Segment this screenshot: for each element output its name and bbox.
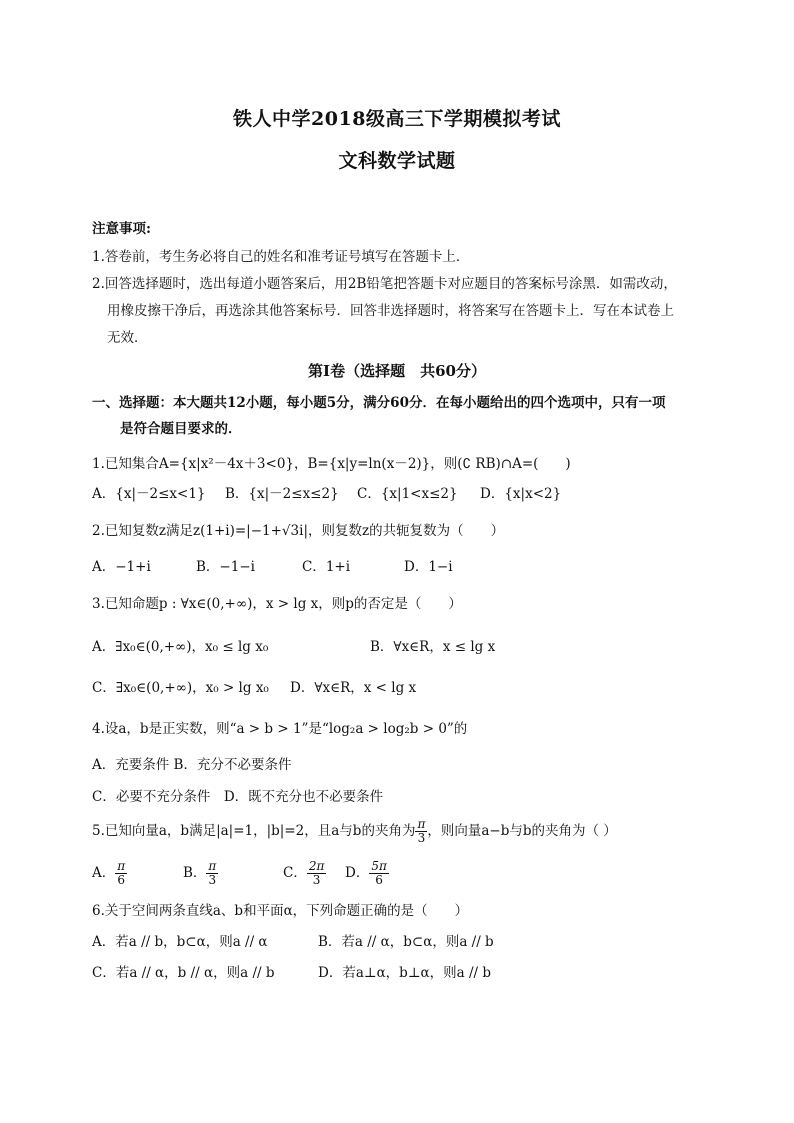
question-5-option-b: B． $\frac{\pi}{3}$ [183, 859, 217, 887]
question-3-option-a: A．∃x₀∈(0,+∞)，x₀ ≤ lg x₀ [92, 639, 269, 655]
question-4-options-cd: C．必要不充分条件 D．既不充分也不必要条件 [92, 789, 384, 805]
notes-heading: 注意事项: [92, 221, 151, 237]
question-6-option-a: A．若a // b，b⊂α，则a // α [92, 934, 268, 950]
question-3-option-c: C．∃x₀∈(0,+∞)，x₀ > lg x₀ [92, 680, 269, 696]
question-3-stem: 3.已知命题p : ∀x∈(0,+∞)，x > lg x，则p的否定是（ ） [92, 596, 462, 612]
question-1-option-d: D．{x|x<2} [480, 486, 562, 502]
question-6-option-c: C．若a // α，b // α，则a // b [92, 965, 275, 981]
part-title: 第Ⅰ卷（选择题 共60分） [308, 362, 486, 380]
question-5-option-c: C． $\frac{2\pi}{3}$ [283, 859, 325, 887]
question-6-stem: 6.关于空间两条直线a、b和平面α，下列命题正确的是（ ） [92, 903, 469, 919]
question-2-option-a: A．−1+i [92, 559, 151, 575]
question-3-option-b: B．∀x∈R，x ≤ lg x [370, 639, 496, 655]
question-1-stem: 1.已知集合A={x|x²－4x＋3<0}，B={x|y=ln(x－2)}，则(∁ RB)∩A=( ) [92, 456, 571, 472]
question-1-option-b: B．{x|－2≤x≤2} [225, 486, 339, 502]
question-2-option-c: C．1+i [302, 559, 351, 575]
question-5-stem-part-a: 5.已知向量a，b满足|a|=1，|b|=2，且a与b的夹角为 [92, 823, 416, 839]
notes-item-2a: 2.回答选择题时，选出每道小题答案后，用2B铅笔把答题卡对应题目的答案标号涂黑．如需改动， [92, 276, 677, 292]
question-4-stem: 4.设a，b是正实数，则“a > b > 1”是“log₂a > log₂b > 0”的 [92, 721, 468, 737]
question-2-stem: 2.已知复数z满足z(1+i)=|−1+√3i|，则复数z的共轭复数为（ ） [92, 523, 505, 539]
part-instruction-a: 一、选择题：本大题共12小题，每小题5分，满分60分．在每小题给出的四个选项中，只有一项 [92, 395, 666, 411]
notes-item-1: 1.答卷前，考生务必将自己的姓名和准考证号填写在答题卡上． [92, 249, 470, 265]
question-5-stem [92, 818, 617, 845]
question-5-option-d: D． $\frac{5\pi}{6}$ [345, 859, 387, 887]
question-5-option-a: A． $\frac{\pi}{6}$ [92, 859, 126, 887]
question-4-options-ab: A．充要条件 B．充分不必要条件 [92, 757, 292, 773]
question-1-option-a: A．{x|－2≤x<1} [92, 486, 206, 502]
question-5-angle-fraction: $\frac{\pi}{3}$ [417, 817, 426, 845]
exam-subtitle: 文科数学试题 [338, 150, 456, 172]
notes-item-2b: 用橡皮擦干净后，再选涂其他答案标号．回答非选择题时，将答案写在答题卡上．写在本试卷上 [107, 303, 674, 319]
question-3-option-d: D．∀x∈R，x < lg x [290, 680, 417, 696]
question-1-option-c: C．{x|1<x≤2} [357, 486, 458, 502]
exam-title: 铁人中学2018级高三下学期模拟考试 [233, 108, 561, 130]
question-6-option-d: D．若a⊥α，b⊥α，则a // b [318, 965, 492, 981]
part-instruction-b: 是符合题目要求的． [120, 421, 242, 437]
notes-item-2c: 无效． [107, 330, 148, 346]
question-2-option-b: B．−1−i [196, 559, 255, 575]
question-2-option-d: D．1−i [404, 559, 453, 575]
question-6-option-b: B．若a // α，b⊂α，则a // b [318, 934, 494, 950]
question-5-stem-part-b: ，则向量a−b与b的夹角为（ ） [427, 823, 617, 839]
